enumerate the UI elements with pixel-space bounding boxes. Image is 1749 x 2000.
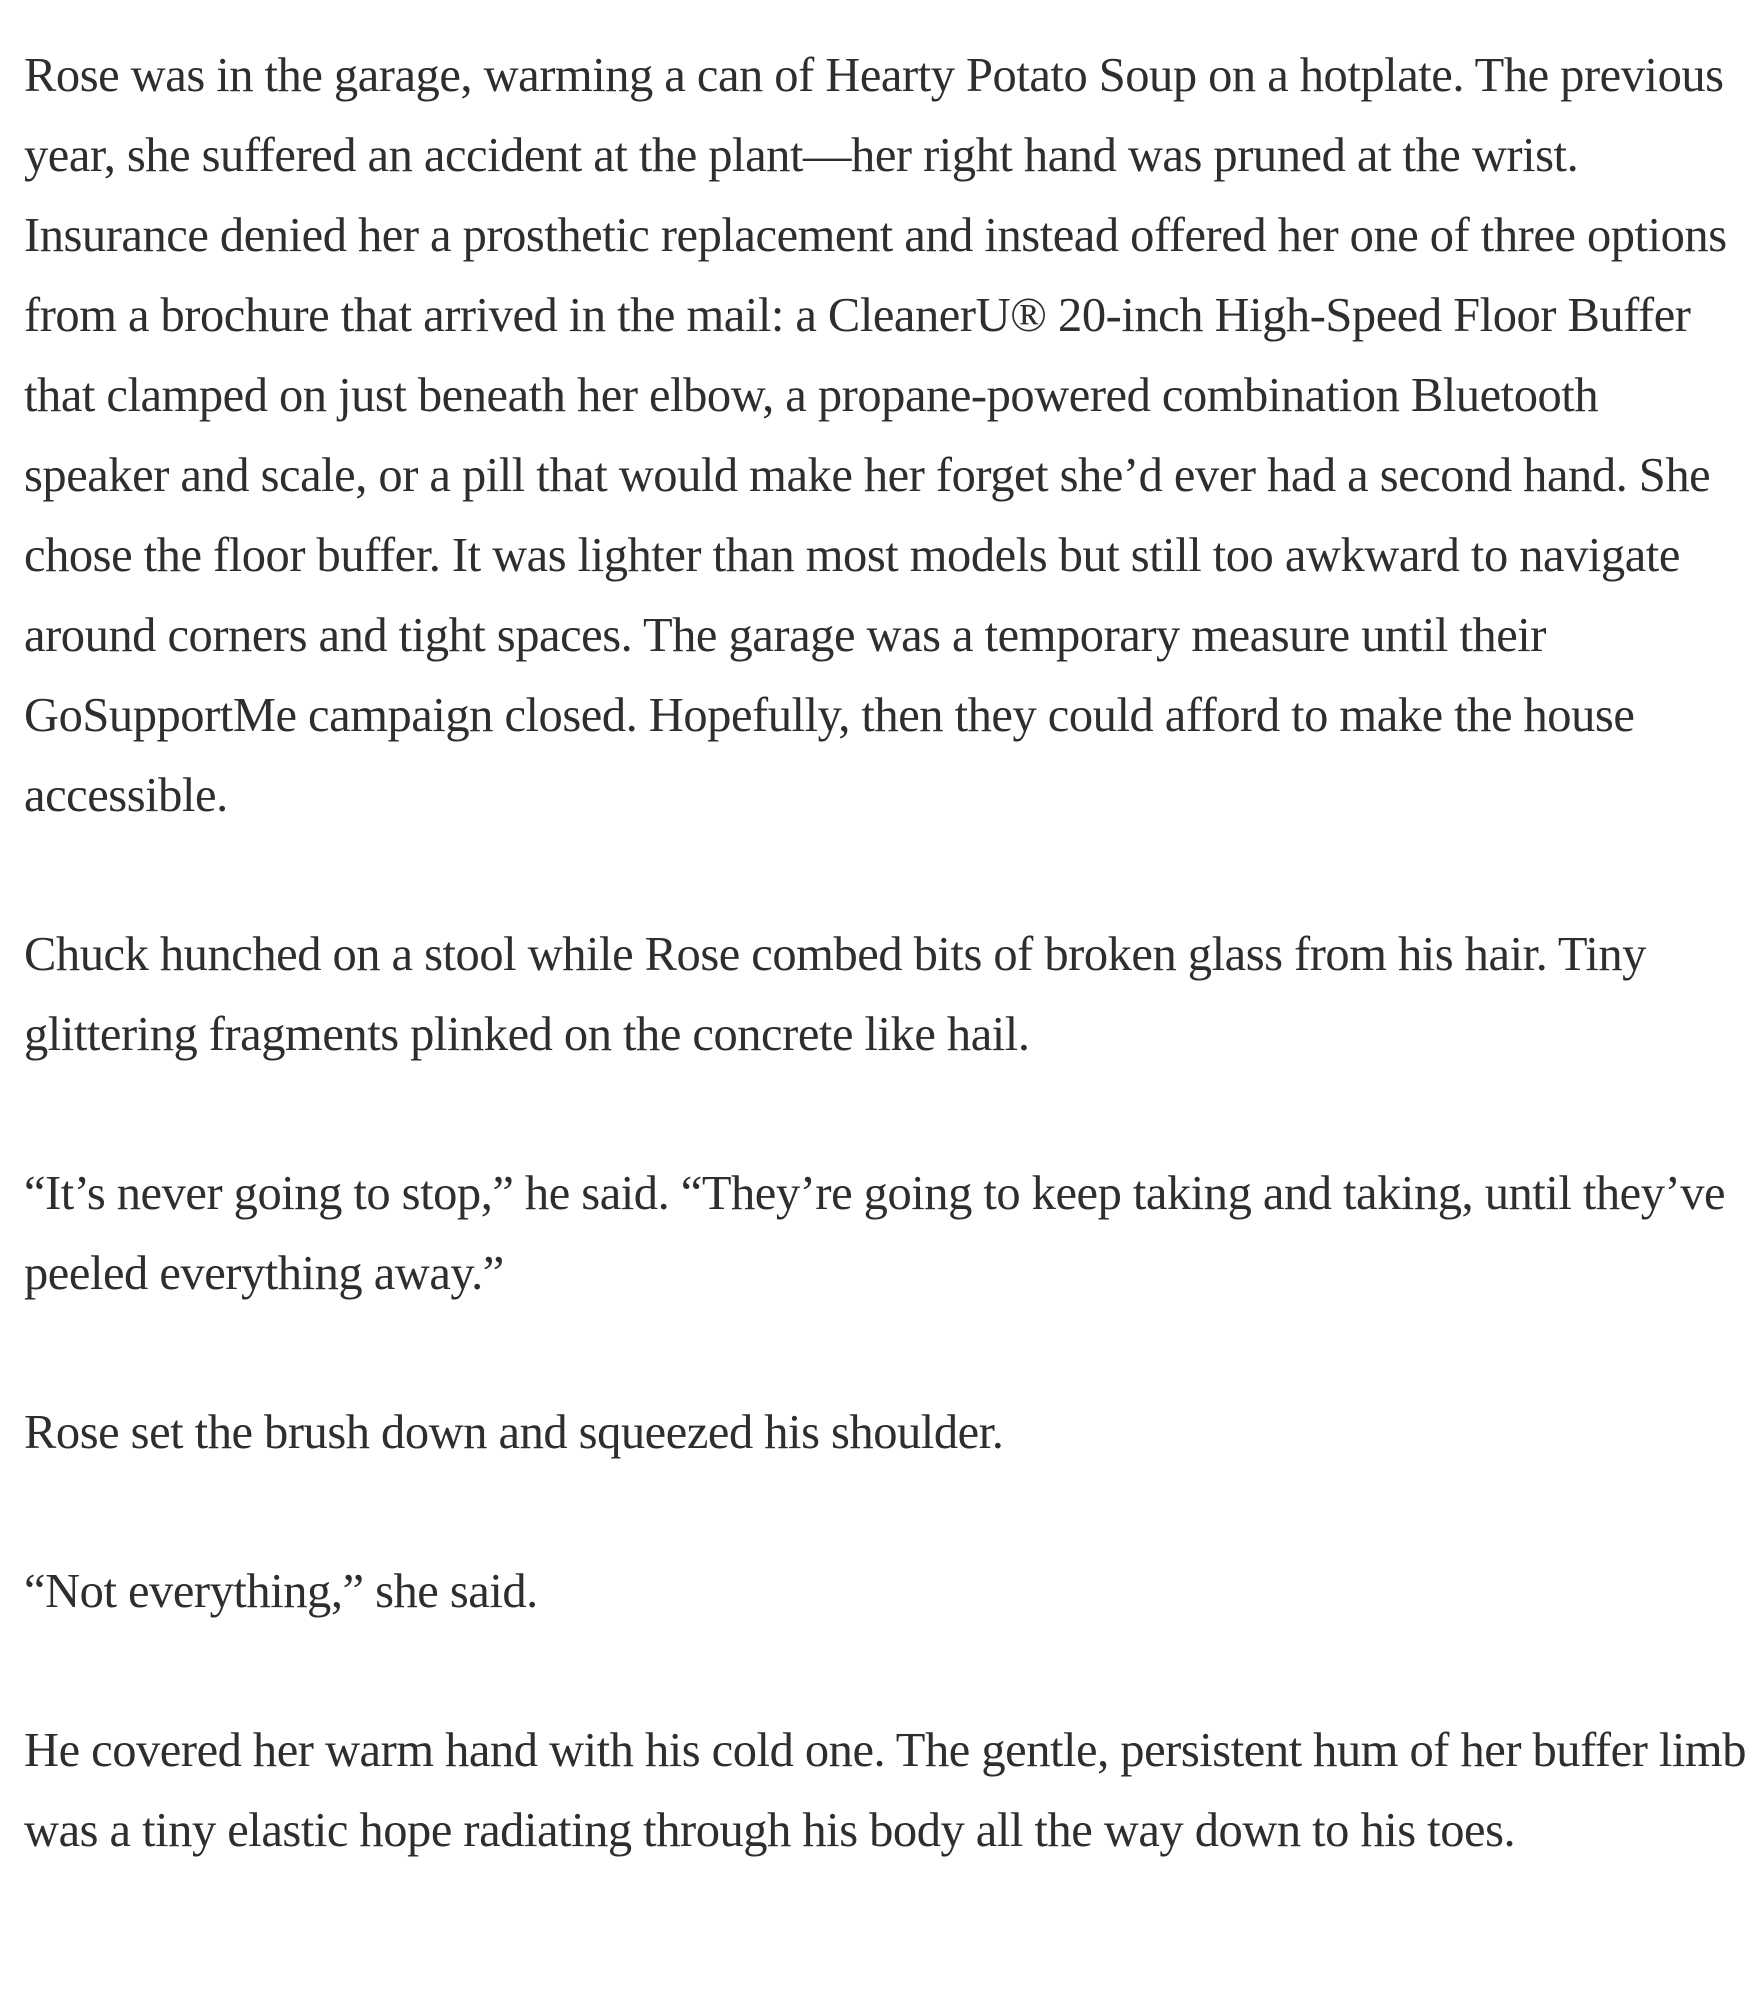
paragraph-garage-soup: Rose was in the garage, warming a can of Hearty Potato Soup on a hotplate. The previous year, she suffered an accident at the plant—her right hand was pruned at the wrist. Insurance denied her a prosthetic replacement and instead offered her one of three options from a brochure that arrived in the mail: a CleanerU® 20-inch High-Speed Floor Buffer that clamped on just beneath her elbow, a propane-powered combination Bluetooth speaker and scale, or a pill that would make her forget she’d ever had a second hand. She chose the floor buffer. It was lighter than most models but still too awkward to navigate around corners and tight spaces. The garage was a temporary measure until their GoSupportMe campaign closed. Hopefully, then they could afford to make the house accessible. <box>24 49 1727 822</box>
paragraph-buffer-hum: He covered her warm hand with his cold one. The gentle, persistent hum of her buffer limb was a tiny elastic hope radiating through his body all the way down to his toes. <box>24 1724 1747 1857</box>
paragraph-broken-glass: Chuck hunched on a stool while Rose combed bits of broken glass from his hair. Tiny glittering fragments plinked on the concrete like hail. <box>24 928 1646 1061</box>
story-text <box>24 36 1749 1871</box>
paragraph-squeezed-shoulder: Rose set the brush down and squeezed his shoulder. <box>24 1406 1004 1459</box>
paragraph-not-everything-quote: “Not everything,” she said. <box>24 1565 538 1618</box>
paragraph-never-stop-quote: “It’s never going to stop,” he said. “They’re going to keep taking and taking, until they’ve peeled everything away.” <box>24 1167 1726 1300</box>
